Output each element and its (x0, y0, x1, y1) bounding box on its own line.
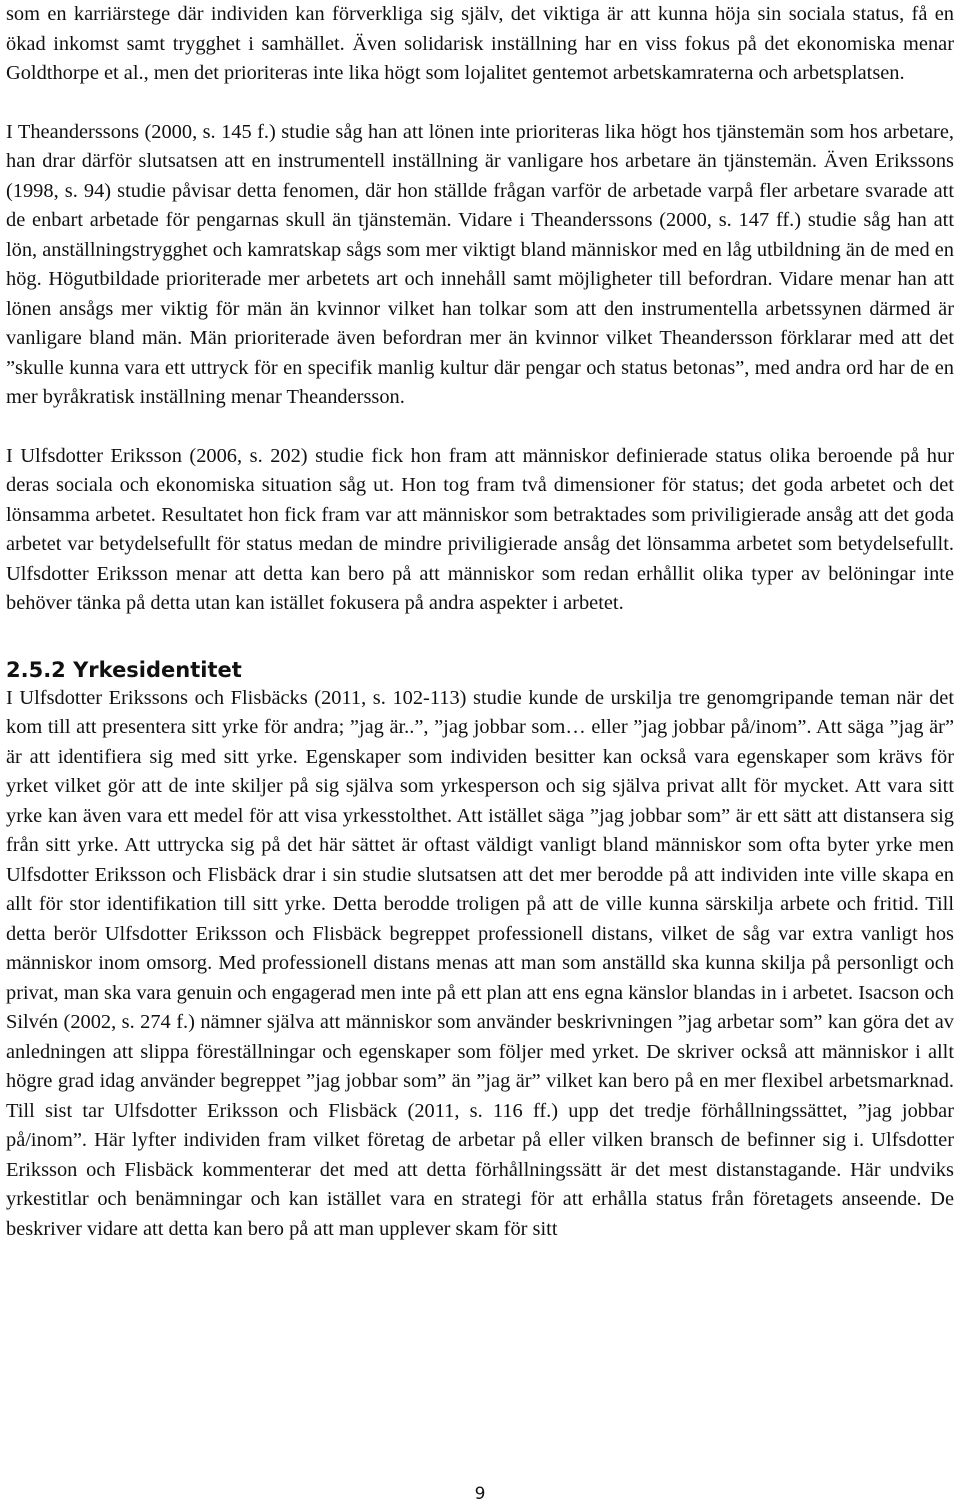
paragraph-spacer (6, 89, 954, 118)
document-page (6, 0, 954, 1244)
page-number: 9 (474, 1484, 486, 1504)
paragraph-spacer (6, 619, 954, 648)
paragraph-ulfsdotter-status: I Ulfsdotter Eriksson (2006, s. 202) studie fick hon fram att människor definierade status olika beroende på hur deras sociala och ekonomiska situation såg ut. Hon tog fram två dimensioner för status; det goda arbetet och det lönsamma arbetet. Resultatet hon fick fram var att människor som betraktades som priviligierade ansåg att det goda arbetet var betydelsefullt för status medan de mindre priviligierade ansåg det lönsamma arbetet som betydelsefullt. Ulfsdotter Eriksson menar att detta kan bero på att människor som redan erhållit olika typer av belöningar inte behöver tänka på detta utan kan istället fokusera på andra aspekter i arbetet. (6, 444, 954, 614)
paragraph-theandersson: I Theanderssons (2000, s. 145 f.) studie såg han att lönen inte prioriteras lika högt hos tjänstemän som hos arbetare, han drar därför slutsatsen att en instrumentell inställning är vanligare hos arbetare än tjänstemän. Även Erikssons (1998, s. 94) studie påvisar detta fenomen, där hon ställde frågan varför de arbetade varpå fler arbetare svarade att de enbart arbetade för pengarnas skull än tjänstemän. Vidare i Theanderssons (2000, s. 147 ff.) studie såg han att lön, anställningstrygghet och kamratskap sågs som mer viktigt bland människor med en låg utbildning än de med en hög. Högutbildade prioriterade mer arbetets art och innehåll samt möjligheter till befordran. Vidare menar han att lönen ansågs mer viktig för män än kvinnor vilket han tolkar som att den instrumentella arbetssynen därmed är vanligare bland män. Män prioriterade även befordran mer än kvinnor vilket Theandersson förklarar med att det ”skulle kunna vara ett uttryck för en specifik manlig kultur där pengar och status betonas”, med andra ord har de en mer byråkratisk inställning menar Theandersson. (6, 120, 954, 408)
paragraph-yrkesidentitet: I Ulfsdotter Erikssons och Flisbäcks (2011, s. 102-113) studie kunde de urskilja tre genomgripande teman när det kom till att presentera sitt yrke för andra; ”jag är..”, ”jag jobbar som… eller ”jag jobbar på/inom”. Att säga ”jag är” är att identifiera sig med sitt yrke. Egenskaper som individen besitter kan också vara egenskaper som krävs för yrket vilket gör att de inte skiljer på sig själva som yrkesperson och sig själva privat allt för mycket. Att vara sitt yrke kan även vara ett medel för att visa yrkesstolthet. Att istället säga ”jag jobbar som” är ett sätt att distansera sig från sitt yrke. Att uttrycka sig på det här sättet är oftast väldigt vanligt bland människor som ofta byter yrke men Ulfsdotter Eriksson och Flisbäck drar i sin studie slutsatsen att det mer berodde på att individen inte ville skapa en allt för stor identifikation till sitt yrke. Detta berodde troligen på att de ville kunna särskilja arbete och fritid. Till detta berör Ulfsdotter Eriksson och Flisbäck begreppet professionell distans, vilket de såg var extra vanligt hos människor inom omsorg. Med professionell distans menas att man som anställd ska kunna skilja på personligt och privat, man ska vara genuin och engagerad men inte på ett plan att ens egna känslor blandas in i arbetet. Isacson och Silvén (2002, s. 274 f.) nämner själva att människor som använder beskrivningen ”jag arbetar som” kan göra det av anledningen att slippa föreställningar och egenskaper som följer med yrket. De skriver också att människor i allt högre grad idag använder begreppet ”jag jobbar som” än ”jag är” vilket kan bero på en mer flexibel arbetsmarknad. Till sist tar Ulfsdotter Eriksson och Flisbäck (2011, s. 116 ff.) upp det tredje förhållningssättet, ”jag jobbar på/inom”. Här lyfter individen fram vilket företag de arbetar på eller vilken bransch de befinner sig i. Ulfsdotter Eriksson och Flisbäck kommenterar det med att detta förhållningssätt är det mest distanstagande. Här undviks yrkestitlar och benämningar och kan istället vara en strategi för att erhålla status från företagets anseende. De beskriver vidare att detta kan bero på att man upplever skam för sitt (6, 686, 954, 1240)
paragraph-spacer (6, 413, 954, 442)
section-heading: 2.5.2 Yrkesidentitet (6, 657, 242, 682)
paragraph-goldthorpe: som en karriärstege där individen kan förverkliga sig själv, det viktiga är att kunna höja sin sociala status, få en ökad inkomst samt trygghet i samhället. Även solidarisk inställning har en viss fokus på det ekonomiska menar Goldthorpe et al., men det prioriteras inte lika högt som lojalitet gentemot arbetskamraterna och arbetsplatsen. (6, 3, 954, 84)
